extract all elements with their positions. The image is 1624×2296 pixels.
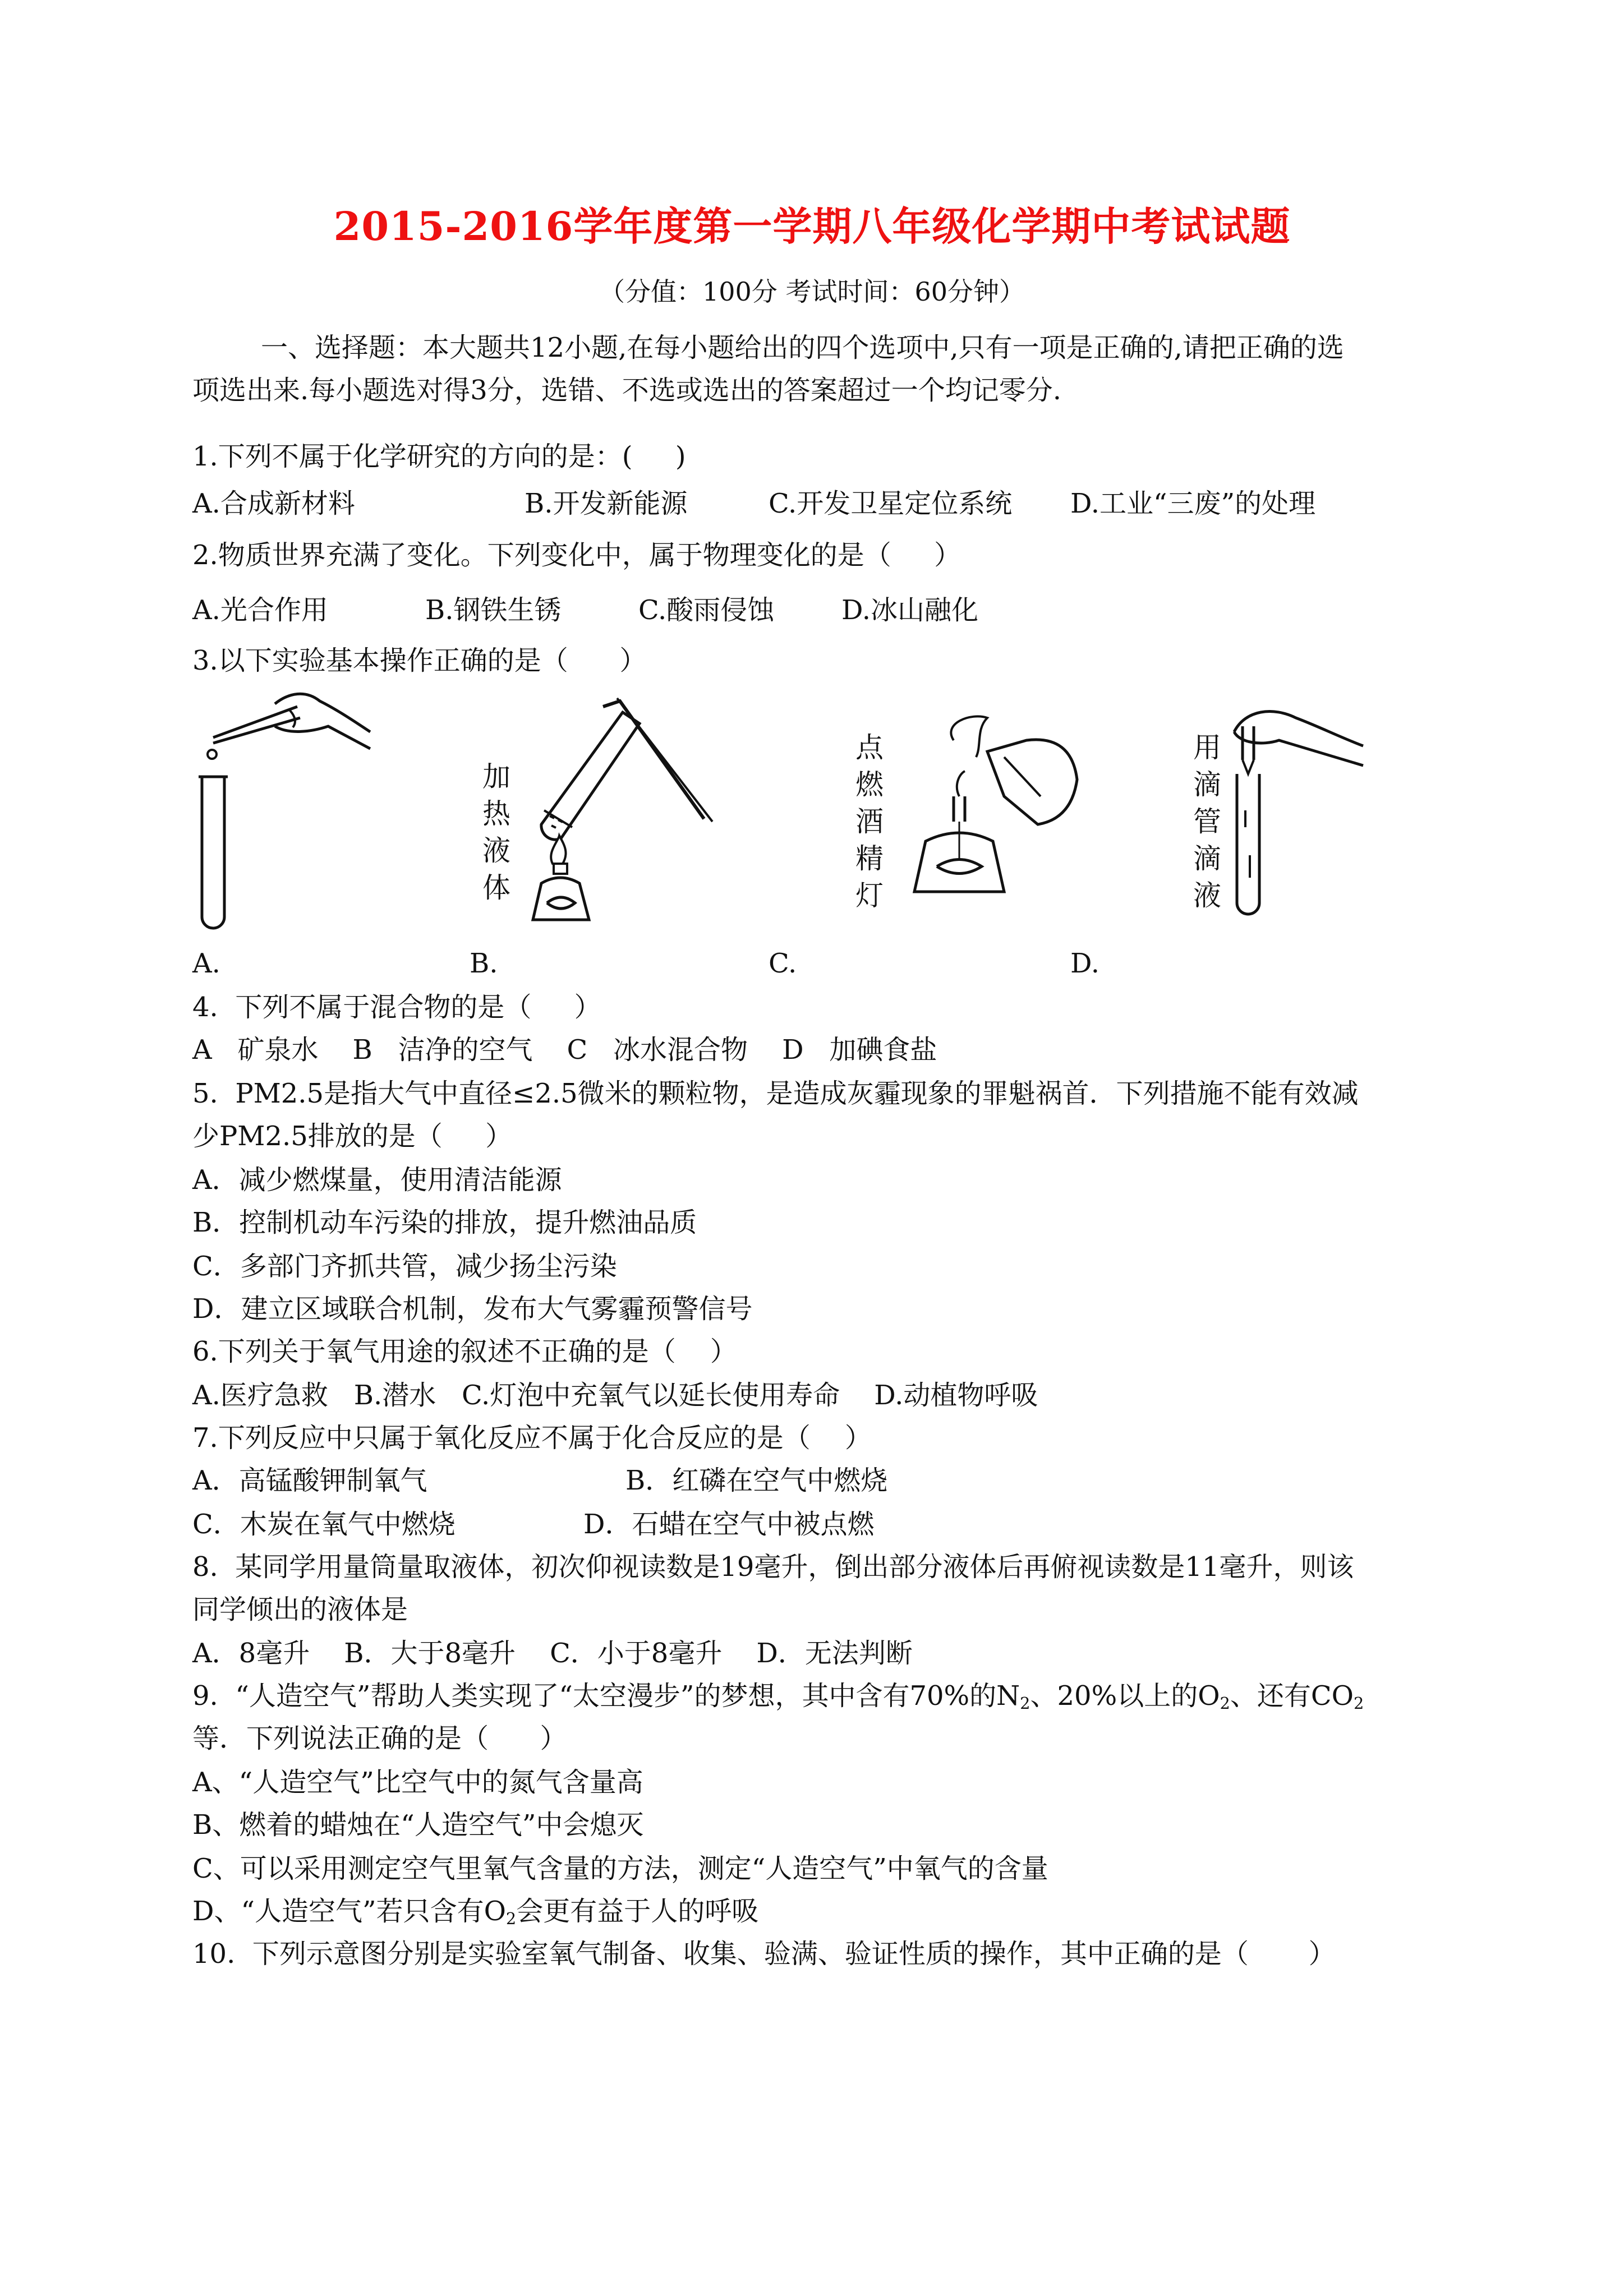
q8-stem-line2: 同学倾出的液体是	[192, 1594, 408, 1625]
q6-options: A.医疗急救 B.潜水 C.灯泡中充氧气以延长使用寿命 D.动植物呼吸	[192, 1380, 1038, 1411]
q5-stem-line1: 5. PM2.5是指大气中直径≤2.5微米的颗粒物，是造成灰霾现象的罪魁祸首．下列措施不能有效减	[192, 1078, 1359, 1109]
q2-option-d: D.冰山融化	[841, 594, 979, 626]
q8-stem-line1: 8. 某同学用量筒量取液体，初次仰视读数是19毫升，倒出部分液体后再俯视读数是11毫升，则该	[192, 1551, 1354, 1583]
q4-stem: 4. 下列不属于混合物的是（ ）	[192, 992, 601, 1023]
q8-options: A．8毫升 B．大于8毫升 C．小于8毫升 D．无法判断	[192, 1638, 913, 1669]
section-instruction-line1: 一、选择题：本大题共12小题,在每小题给出的四个选项中,只有一项是正确的,请把正确的选	[261, 332, 1344, 363]
q5-option-b: B．控制机动车污染的排放，提升燃油品质	[192, 1207, 697, 1238]
q10-stem: 10. 下列示意图分别是实验室氧气制备、收集、验满、验证性质的操作，其中正确的是（ ）	[192, 1938, 1336, 1970]
q1-stem: 1.下列不属于化学研究的方向的是：( )	[192, 441, 686, 472]
q4-options: A 矿泉水 B 洁净的空气 C 冰水混合物 D 加碘食盐	[192, 1034, 937, 1066]
exam-subtitle: （分值：100分 考试时间：60分钟）	[599, 276, 1025, 307]
q1-option-c: C.开发卫星定位系统	[769, 488, 1013, 519]
figure-a-tweezers-test-tube	[191, 687, 381, 939]
exam-title: 2015-2016学年度第一学期八年级化学期中考试试题	[333, 203, 1291, 250]
q3-stem: 3.以下实验基本操作正确的是（ ）	[192, 645, 647, 676]
q5-option-a: A．减少燃煤量，使用清洁能源	[192, 1164, 562, 1196]
q7-option-a: A．高锰酸钾制氧气	[192, 1465, 427, 1496]
q9-option-d: D、“人造空气”若只含有$O_2$会更有益于人的呼吸	[192, 1896, 759, 1929]
q5-stem-line2: 少PM2.5排放的是（ ）	[192, 1121, 513, 1152]
q9-option-c: C、可以采用测定空气里氧气含量的方法，测定“人造空气”中氧气的含量	[192, 1853, 1048, 1884]
figure-c-label: 点燃酒精灯	[855, 731, 884, 912]
figure-d-dropper	[1223, 698, 1369, 923]
q3-option-a: A.	[192, 948, 220, 979]
q9-stem-line2: 等．下列说法正确的是（ ）	[192, 1723, 567, 1754]
q2-option-c: C.酸雨侵蚀	[638, 594, 775, 626]
q1-option-d: D.工业“三废”的处理	[1070, 488, 1316, 519]
figure-c-lighting-lamp	[892, 712, 1094, 903]
q9-stem-line1: 9. “人造空气”帮助人类实现了“太空漫步”的梦想，其中含有70%的$N_2$、20%以上的$O_2$、还有$CO_2$	[192, 1680, 1364, 1713]
q5-option-d: D．建立区域联合机制，发布大气雾霾预警信号	[192, 1293, 753, 1325]
q9-option-b: B、燃着的蜡烛在“人造空气”中会熄灭	[192, 1809, 644, 1841]
q5-option-c: C．多部门齐抓共管，减少扬尘污染	[192, 1251, 617, 1282]
q1-option-a: A.合成新材料	[192, 488, 355, 519]
figure-b-heating-liquid	[519, 695, 721, 931]
q7-option-c: C．木炭在氧气中燃烧	[192, 1509, 456, 1540]
figure-d-label: 用滴管滴液	[1193, 731, 1221, 912]
section-instruction-line2: 项选出来.每小题选对得3分，选错、不选或选出的答案超过一个均记零分.	[192, 375, 1062, 406]
q2-option-a: A.光合作用	[192, 594, 328, 626]
q9-option-a: A、“人造空气”比空气中的氮气含量高	[192, 1767, 643, 1798]
q1-option-b: B.开发新能源	[525, 488, 688, 519]
q2-stem: 2.物质世界充满了变化。下列变化中，属于物理变化的是（ ）	[192, 540, 961, 571]
q6-stem: 6.下列关于氧气用途的叙述不正确的是（ ）	[192, 1336, 737, 1367]
q7-option-d: D．石蜡在空气中被点燃	[583, 1509, 875, 1540]
q7-stem: 7.下列反应中只属于氧化反应不属于化合反应的是（ ）	[192, 1422, 872, 1454]
q7-option-b: B．红磷在空气中燃烧	[625, 1465, 888, 1496]
q3-option-b: B.	[470, 948, 498, 979]
q2-option-b: B.钢铁生锈	[425, 594, 562, 626]
q3-option-d: D.	[1070, 948, 1100, 979]
figure-b-label: 加热液体	[482, 760, 510, 904]
q3-option-c: C.	[769, 948, 797, 979]
